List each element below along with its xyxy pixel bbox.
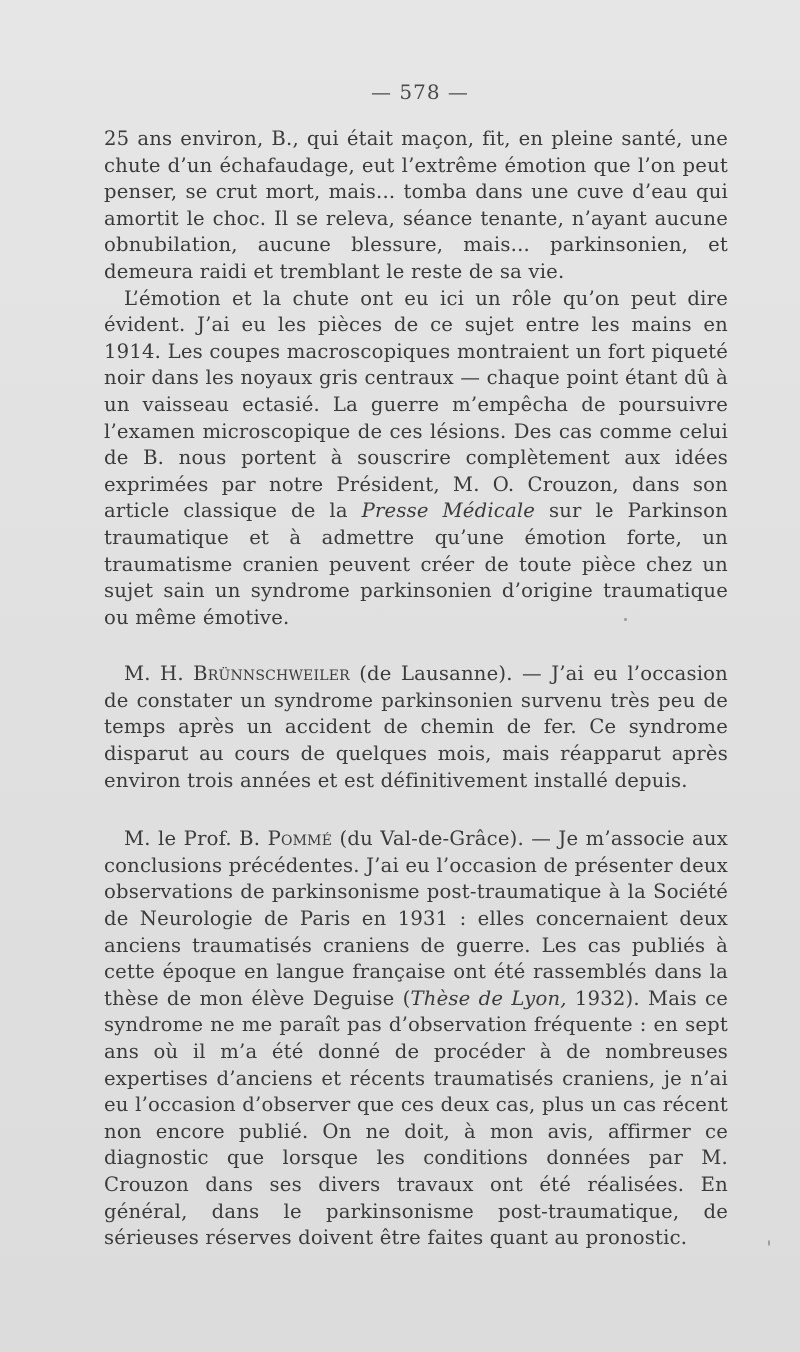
paragraph-pomme-text-b: 1932). Mais ce syndrome ne me paraît pas d’observation fréquente : en sept ans où il m’a été donné de procéder à de nombreuses expertises d’anciens et récents traumatisés craniens, je n’ai eu l’occasion d’observer que ces deux cas, plus un cas récent non encore publié. On ne doit, à mon avis, affirmer ce diagnostic que lorsque les conditions données par M. Crouzon dans ses divers travaux ont été réalisées. En général, dans le parkinsonisme post-traumatique, de sérieuses réserves doivent être faites quant au pronostic. [104, 986, 728, 1250]
paragraph-pomme [104, 826, 728, 1252]
page-number: — 578 — [371, 80, 469, 104]
body-text [104, 126, 728, 1252]
paragraph-pomme-text-a: (du Val-de-Grâce). — Je m’associe aux conclusions précédentes. J’ai eu l’occasion de présenter deux observations de parkinsonisme post-traumatique à la Société de Neurologie de Paris en 1931 : elles concernaient deux anciens traumatisés craniens de guerre. Les cas publiés à cette époque en langue française ont été rassemblés dans la thèse de mon élève Deguise ( [104, 827, 728, 1010]
these-de-lyon-title: Thèse de Lyon, [410, 986, 567, 1010]
paper-speck [768, 1240, 770, 1246]
paragraph-emotion-text-a: L’émotion et la chute ont eu ici un rôle qu’on peut dire évident. J’ai eu les pièces de ce sujet entre les mains en 1914. Les coupes macroscopiques montraient un fort piqueté noir dans les noyaux gris centraux — chaque point étant dû à un vaisseau ectasié. La guerre m’empêcha de poursuivre l’examen microscopique de ces lésions. Des cas comme celui de B. nous portent à souscrire complètement aux idées exprimées par notre Président, M. O. Crouzon, dans son article classique de la [104, 286, 728, 523]
paragraph-brunnschweiler-text: (de Lausanne). — J’ai eu l’occasion de constater un syndrome parkinsonien survenu très peu de temps après un accident de chemin de fer. Ce syndrome disparut au cours de quelques mois, mais réapparut après environ trois années et est définitivement installé depuis. [104, 662, 728, 792]
presse-medicale-title: Presse Médicale [361, 499, 536, 523]
paragraph-brunnschweiler [104, 661, 728, 794]
paragraph-emotion-text-b: sur le Parkinson traumatique et à admettre qu’une émotion forte, un traumatisme cranien peuvent créer de toute pièce chez un sujet sain un syndrome parkinsonien d’origine traumatique ou même émotive. [104, 499, 728, 629]
speaker-name-brunnschweiler: Brünnschweiler [193, 662, 350, 686]
paragraph-case-b-text: 25 ans environ, B., qui était maçon, fit, en pleine santé, une chute d’un échafaudage, eut l’extrême émotion que l’on peut penser, se crut mort, mais... tomba dans une cuve d’eau qui amortit le choc. Il se releva, séance tenante, n’ayant aucune obnubilation, aucune blessure, mais... parkinsonien, et demeura raidi et tremblant le reste de sa vie. [104, 127, 728, 283]
paper-speck [624, 618, 627, 621]
speaker-prefix: M. le Prof. B. [124, 827, 268, 851]
paragraph-case-b [104, 126, 728, 286]
speaker-name-pomme: Pommé [267, 827, 333, 851]
paragraph-emotion [104, 286, 728, 632]
speaker-prefix: M. H. [124, 662, 194, 686]
